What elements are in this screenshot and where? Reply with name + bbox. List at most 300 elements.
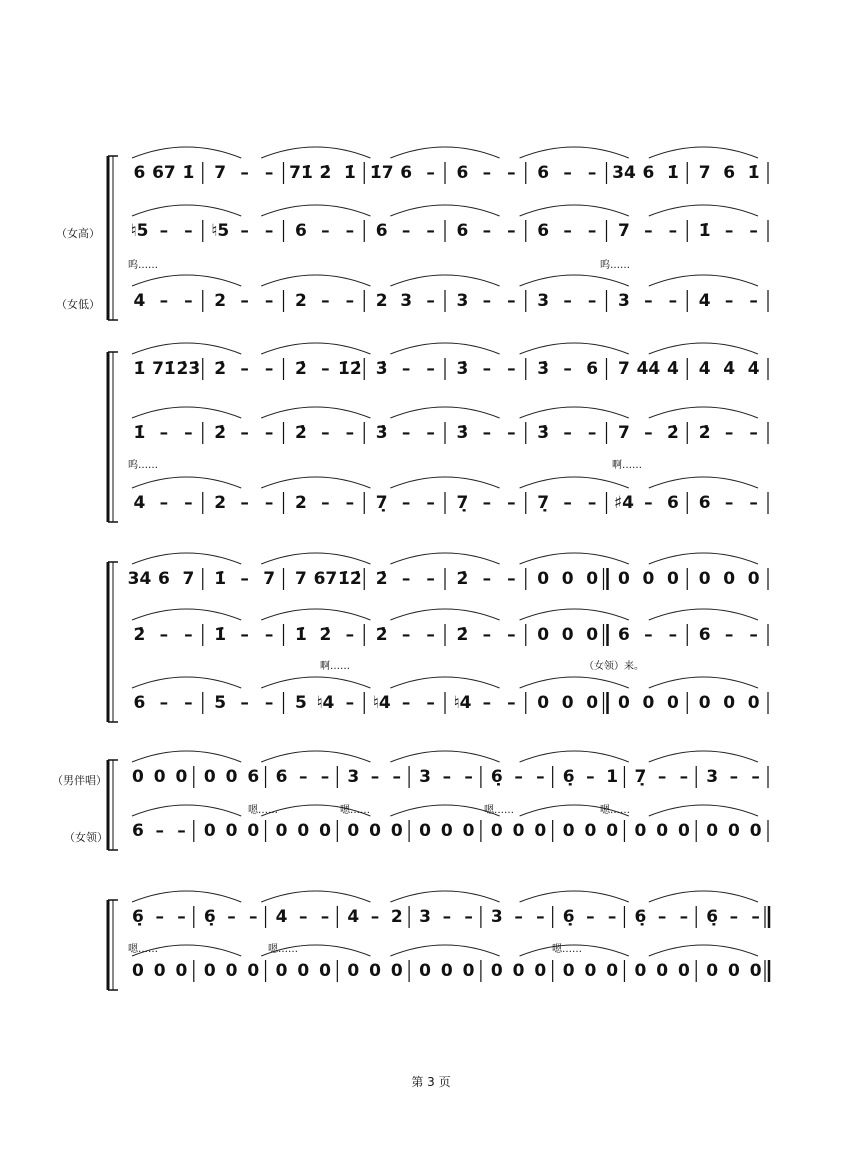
- note: –: [587, 291, 597, 311]
- note: 2̇: [214, 359, 227, 379]
- note: 6̣: [203, 907, 216, 927]
- note: –: [586, 767, 595, 787]
- note: 6: [456, 221, 469, 241]
- slur-arc: [132, 407, 241, 418]
- note: 0: [132, 961, 144, 981]
- note: 6: [586, 359, 599, 379]
- note: 0: [666, 693, 679, 713]
- note: –: [240, 569, 249, 589]
- note: –: [507, 291, 516, 311]
- note: –: [749, 625, 758, 645]
- note: 0: [225, 767, 238, 787]
- lyric-m: 嗯……: [268, 944, 298, 955]
- slur-arc: [261, 477, 370, 488]
- slur-arc: [649, 553, 758, 564]
- note: –: [155, 821, 164, 841]
- slur-arc: [390, 477, 499, 488]
- note: 1̇: [747, 163, 760, 183]
- note: 3: [419, 767, 431, 787]
- note: 7: [182, 569, 195, 589]
- note: 1̇: [295, 625, 307, 645]
- note: –: [729, 767, 739, 787]
- note: 0: [706, 821, 719, 841]
- note: 6: [275, 767, 288, 787]
- note: –: [159, 625, 169, 645]
- note: ♮5: [130, 221, 149, 241]
- note: 2: [295, 493, 307, 513]
- note: 0: [618, 569, 630, 589]
- note: 0: [419, 821, 431, 841]
- note: –: [482, 291, 492, 311]
- slur-arc: [132, 891, 241, 902]
- note: –: [264, 359, 274, 379]
- note: 7: [263, 569, 276, 589]
- note: 3: [537, 291, 550, 311]
- note: 3̇: [537, 423, 550, 443]
- note: 3̇: [375, 423, 388, 443]
- slur-arc: [520, 477, 629, 488]
- note: ♮4: [316, 693, 335, 713]
- note: 2̇: [666, 423, 679, 443]
- note: 2: [214, 291, 227, 311]
- note: –: [264, 423, 274, 443]
- note: –: [426, 291, 435, 311]
- note: 6: [295, 221, 307, 241]
- note: 7: [618, 221, 630, 241]
- note: 7̣: [375, 493, 388, 513]
- note: 2̇: [295, 423, 307, 443]
- slur-arc: [520, 205, 629, 216]
- note: –: [464, 907, 473, 927]
- note: –: [159, 423, 169, 443]
- note: –: [749, 291, 758, 311]
- slur-arc: [390, 609, 499, 620]
- note: 0: [203, 961, 216, 981]
- slur-arc: [390, 677, 499, 688]
- note: 4̇: [723, 359, 736, 379]
- slur-arc: [132, 751, 241, 762]
- slur-arc: [520, 343, 629, 354]
- note: 3̇: [537, 359, 550, 379]
- note: –: [724, 291, 734, 311]
- note: 6: [723, 163, 736, 183]
- note: 6: [247, 767, 260, 787]
- note: –: [345, 291, 355, 311]
- note: –: [401, 423, 411, 443]
- slur-arc: [649, 677, 758, 688]
- note: 7: [618, 423, 630, 443]
- note: –: [321, 423, 330, 443]
- note: 2̇: [214, 423, 227, 443]
- note: 0: [698, 693, 711, 713]
- note: 4̇: [698, 359, 711, 379]
- note: –: [184, 625, 193, 645]
- note: ♮5: [211, 221, 230, 241]
- note: 4̇: [666, 359, 679, 379]
- note: 0: [347, 821, 360, 841]
- note: 3̇: [456, 359, 469, 379]
- note: 0: [297, 821, 310, 841]
- note: 1̇: [698, 221, 711, 241]
- note: 2̇3̇: [176, 359, 201, 379]
- note: –: [240, 221, 249, 241]
- note: 1̇: [182, 163, 195, 183]
- note: 0: [462, 821, 475, 841]
- note: –: [507, 693, 516, 713]
- note: 7̣: [456, 493, 469, 513]
- slur-arc: [261, 407, 370, 418]
- note: –: [563, 423, 572, 443]
- note: –: [248, 907, 258, 927]
- note: –: [426, 569, 435, 589]
- note: –: [401, 569, 411, 589]
- slur-arc: [520, 751, 629, 762]
- note: –: [724, 221, 734, 241]
- note: –: [159, 493, 169, 513]
- slur-arc: [261, 553, 370, 564]
- note: 0: [490, 821, 503, 841]
- note: –: [184, 291, 193, 311]
- note: –: [507, 163, 516, 183]
- note: 0: [706, 961, 719, 981]
- note: 0: [606, 821, 619, 841]
- note: 0: [561, 625, 574, 645]
- note: –: [679, 907, 689, 927]
- note: 0: [225, 961, 238, 981]
- note: 7̣: [537, 493, 550, 513]
- note: –: [482, 221, 492, 241]
- note: –: [264, 221, 274, 241]
- note: ♯4: [613, 493, 634, 513]
- note: 0: [490, 961, 503, 981]
- note: –: [482, 423, 492, 443]
- note: –: [751, 907, 760, 927]
- slur-arc: [261, 609, 370, 620]
- note: –: [587, 493, 597, 513]
- note: 0: [132, 767, 144, 787]
- note: 2̇: [295, 359, 307, 379]
- note: 0: [369, 961, 381, 981]
- lyric-wu: 呜……: [128, 260, 158, 271]
- note: 34: [612, 163, 636, 183]
- note: 0: [749, 961, 762, 981]
- note: –: [536, 767, 545, 787]
- note: –: [426, 493, 435, 513]
- slur-arc: [132, 205, 241, 216]
- note: –: [563, 493, 572, 513]
- note: 0: [656, 961, 669, 981]
- note: 6: [132, 821, 144, 841]
- slur-arc: [649, 205, 758, 216]
- note: –: [240, 291, 249, 311]
- lyric-a: 啊……: [320, 661, 350, 672]
- slur-arc: [520, 891, 629, 902]
- slur-arc: [520, 677, 629, 688]
- note: 0: [203, 821, 216, 841]
- note: –: [401, 221, 411, 241]
- note: 4: [347, 907, 360, 927]
- note: –: [749, 221, 758, 241]
- note: 0: [390, 961, 403, 981]
- lyric-lead-lai: （女领）来。: [584, 661, 644, 672]
- note: 3: [419, 907, 431, 927]
- note: 0: [606, 961, 619, 981]
- slur-arc: [390, 945, 499, 956]
- note: 4̇4̇: [636, 359, 661, 379]
- note: 6: [133, 163, 146, 183]
- note: –: [184, 423, 193, 443]
- note: 6: [400, 163, 413, 183]
- note: 0: [677, 961, 690, 981]
- note: 0: [642, 569, 655, 589]
- slur-arc: [261, 891, 370, 902]
- note: 7: [214, 163, 227, 183]
- note: 2̇: [456, 625, 469, 645]
- note: 0: [419, 961, 431, 981]
- slur-arc: [520, 553, 629, 564]
- slur-arc: [649, 891, 758, 902]
- note: 4̇: [747, 359, 760, 379]
- note: 2: [390, 907, 403, 927]
- note: 5: [214, 693, 227, 713]
- note: –: [507, 569, 516, 589]
- note: –: [644, 423, 653, 443]
- note: –: [370, 907, 380, 927]
- label-female-low: （女低）: [56, 298, 100, 311]
- note: –: [159, 291, 169, 311]
- slur-arc: [649, 343, 758, 354]
- slur-arc: [520, 275, 629, 286]
- note: –: [482, 625, 492, 645]
- note: 0: [369, 821, 381, 841]
- note: –: [749, 493, 758, 513]
- note: 0: [297, 961, 310, 981]
- note: 0: [203, 767, 216, 787]
- note: –: [507, 221, 516, 241]
- note: –: [159, 693, 169, 713]
- note: –: [587, 423, 597, 443]
- note: 4: [133, 493, 146, 513]
- note: –: [644, 221, 653, 241]
- note: 1̇7: [369, 163, 394, 183]
- slur-arc: [261, 205, 370, 216]
- note: 0: [347, 961, 360, 981]
- note: 0: [586, 569, 599, 589]
- note: 0: [153, 961, 166, 981]
- note: 6̣: [562, 767, 575, 787]
- note: 0: [634, 961, 647, 981]
- note: –: [724, 423, 734, 443]
- slur-arc: [132, 609, 241, 620]
- note: 0: [247, 961, 260, 981]
- note: –: [240, 359, 249, 379]
- note: 1̇: [214, 569, 227, 589]
- note: –: [482, 359, 492, 379]
- note: 3̇: [456, 423, 469, 443]
- slur-arc: [649, 477, 758, 488]
- label-female-high: （女高）: [56, 227, 100, 240]
- note: –: [563, 163, 572, 183]
- slur-arc: [649, 147, 758, 158]
- note: –: [514, 907, 523, 927]
- note: 2̇: [375, 625, 388, 645]
- label-male-accomp: （男伴唱）: [52, 774, 107, 787]
- note: 0: [153, 767, 166, 787]
- note: –: [644, 493, 653, 513]
- note: 0: [698, 569, 711, 589]
- note: 0: [656, 821, 669, 841]
- slur-arc: [390, 147, 499, 158]
- note: 0: [175, 961, 188, 981]
- note: –: [563, 221, 572, 241]
- note: –: [426, 359, 435, 379]
- note: 6̣: [490, 767, 503, 787]
- lyric-wu: 呜……: [600, 260, 630, 271]
- note: –: [240, 423, 249, 443]
- note: –: [442, 907, 452, 927]
- note: –: [657, 767, 667, 787]
- lyric-m: 嗯……: [248, 805, 278, 816]
- note: –: [159, 221, 169, 241]
- slur-arc: [132, 275, 241, 286]
- note: –: [729, 907, 739, 927]
- note: –: [345, 693, 355, 713]
- note: –: [184, 493, 193, 513]
- note: 1̇: [214, 625, 227, 645]
- note: 0: [512, 821, 525, 841]
- note: 7: [295, 569, 307, 589]
- note: –: [426, 163, 435, 183]
- note: 0: [561, 693, 574, 713]
- note: 0: [319, 821, 331, 841]
- note: 0: [728, 961, 740, 981]
- note: 6: [698, 625, 711, 645]
- note: –: [321, 359, 330, 379]
- note: –: [482, 163, 492, 183]
- note: 6: [537, 221, 550, 241]
- note: –: [536, 907, 545, 927]
- note: 6: [666, 493, 679, 513]
- label-female-lead: （女领）: [64, 831, 108, 844]
- note: –: [370, 767, 380, 787]
- note: –: [299, 907, 308, 927]
- note: 0: [562, 821, 575, 841]
- note: 0: [534, 821, 547, 841]
- note: –: [507, 493, 516, 513]
- note: –: [227, 907, 236, 927]
- note: –: [724, 493, 734, 513]
- note: –: [668, 221, 678, 241]
- note: 3: [456, 291, 469, 311]
- lyric-m: 嗯……: [484, 805, 514, 816]
- note: 2̇: [319, 625, 332, 645]
- note: 7̣: [634, 767, 647, 787]
- note: 0: [275, 961, 288, 981]
- slur-arc: [390, 205, 499, 216]
- note: 0: [666, 569, 679, 589]
- note: 2̇: [133, 625, 146, 645]
- note: 6: [133, 693, 146, 713]
- note: –: [345, 221, 355, 241]
- note: –: [724, 625, 734, 645]
- note: 4: [698, 291, 711, 311]
- note: –: [177, 907, 186, 927]
- note: 6̣: [132, 907, 144, 927]
- slur-arc: [649, 805, 758, 816]
- note: –: [264, 163, 274, 183]
- slur-arc: [520, 407, 629, 418]
- note: –: [563, 359, 572, 379]
- note: –: [657, 907, 667, 927]
- note: 7: [698, 163, 711, 183]
- note: 1̇2̇: [338, 359, 362, 379]
- note: 6: [642, 163, 655, 183]
- note: –: [482, 569, 492, 589]
- note: 0: [747, 569, 760, 589]
- note: 0: [562, 961, 575, 981]
- note: 2̇: [319, 163, 332, 183]
- note: –: [321, 493, 330, 513]
- slur-arc: [132, 553, 241, 564]
- lyric-wu: 呜……: [128, 460, 158, 471]
- slur-arc: [649, 275, 758, 286]
- note: –: [507, 359, 516, 379]
- note: 0: [440, 821, 453, 841]
- note: 0: [723, 693, 736, 713]
- note: 4: [133, 291, 146, 311]
- note: 6: [698, 493, 711, 513]
- slur-arc: [261, 677, 370, 688]
- note: 0: [677, 821, 690, 841]
- note: –: [240, 163, 249, 183]
- note: 3: [490, 907, 503, 927]
- note: 2̇: [456, 569, 469, 589]
- slur-arc: [649, 609, 758, 620]
- note: 0: [390, 821, 403, 841]
- note: –: [345, 493, 355, 513]
- note: 0: [723, 569, 736, 589]
- note: 0: [586, 693, 599, 713]
- note: 6̣: [562, 907, 575, 927]
- slur-arc: [649, 751, 758, 762]
- lyric-m: 嗯……: [340, 805, 370, 816]
- note: 71̇: [289, 163, 313, 183]
- note: –: [563, 291, 572, 311]
- note: –: [320, 767, 330, 787]
- note: 0: [247, 821, 260, 841]
- lyric-a: 啊……: [612, 460, 642, 471]
- page-number: 第 3 页: [411, 1075, 451, 1089]
- note: 6: [618, 625, 630, 645]
- note: 0: [534, 961, 547, 981]
- note: 2̇: [698, 423, 711, 443]
- slur-arc: [132, 805, 241, 816]
- note: 0: [512, 961, 525, 981]
- note: 0: [618, 693, 630, 713]
- slur-arc: [390, 343, 499, 354]
- note: –: [240, 493, 249, 513]
- note: –: [586, 907, 595, 927]
- slur-arc: [649, 407, 758, 418]
- note: –: [345, 625, 355, 645]
- slur-arc: [261, 147, 370, 158]
- note: –: [587, 163, 597, 183]
- slur-arc: [390, 553, 499, 564]
- note: –: [679, 767, 689, 787]
- note: –: [587, 221, 597, 241]
- note: –: [401, 359, 411, 379]
- slur-arc: [132, 343, 241, 354]
